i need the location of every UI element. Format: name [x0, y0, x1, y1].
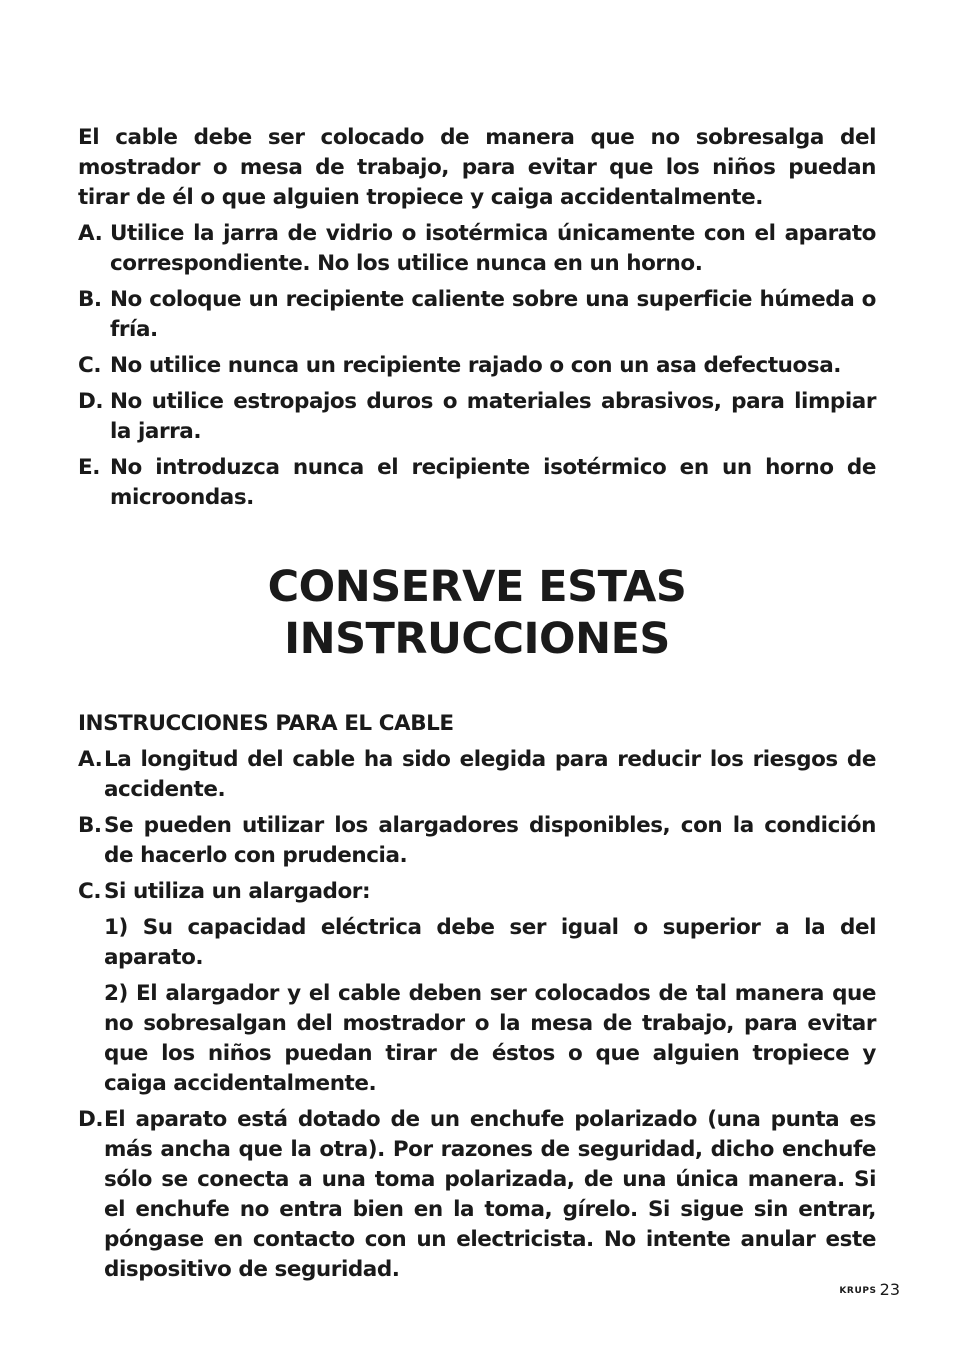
item-letter: C. — [78, 353, 102, 378]
page-footer — [839, 1280, 900, 1299]
list-item — [78, 285, 876, 345]
item-letter: C. — [78, 879, 102, 904]
item-text: La longitud del cable ha sido elegida para reducir los riesgos de accidente. — [104, 747, 876, 802]
item-letter: D. — [78, 1107, 104, 1132]
list-item — [78, 387, 876, 447]
list-item — [78, 219, 876, 279]
cable-list — [78, 745, 876, 1285]
item-letter: E. — [78, 455, 100, 480]
page-heading: CONSERVE ESTAS INSTRUCCIONES — [267, 562, 687, 664]
item-letter: D. — [78, 389, 104, 414]
item-text: Utilice la jarra de vidrio o isotérmica únicamente con el aparato correspondiente. No los utilice nunca en un horno. — [110, 221, 876, 276]
section-title: INSTRUCCIONES PARA EL CABLE — [78, 711, 454, 736]
list-item — [78, 453, 876, 513]
item-text: Se pueden utilizar los alargadores disponibles, con la condición de hacerlo con prudencia. — [104, 813, 876, 868]
list-item — [78, 351, 876, 381]
brand-logo: KRUPS — [839, 1286, 877, 1296]
page-number: 23 — [879, 1280, 900, 1299]
item-letter: B. — [78, 813, 102, 838]
item-text: No introduzca nunca el recipiente isotérmico en un horno de microondas. — [110, 455, 876, 510]
item-letter: A. — [78, 747, 103, 772]
page-content — [78, 123, 876, 1285]
list-item — [78, 811, 876, 871]
cable-instructions-section — [78, 709, 876, 1285]
item-text: No utilice nunca un recipiente rajado o con un asa defectuosa. — [110, 353, 841, 378]
item-letter: A. — [78, 221, 103, 246]
sub-item: 2) El alargador y el cable deben ser colocados de tal manera que no sobresalgan del mostrador o la mesa de trabajo, para evitar que los niños puedan tirar de éstos o que alguien tropiece y caiga accidentalmente. — [104, 981, 876, 1096]
sub-item: 1) Su capacidad eléctrica debe ser igual o superior a la del aparato. — [104, 915, 876, 970]
item-text: No utilice estropajos duros o materiales abrasivos, para limpiar la jarra. — [110, 389, 876, 444]
intro-paragraph: El cable debe ser colocado de manera que no sobresalga del mostrador o mesa de trabajo, para evitar que los niños puedan tirar de él o que alguien tropiece y caiga accidentalmente. — [78, 125, 876, 210]
list-item — [78, 877, 876, 907]
item-letter: B. — [78, 287, 102, 312]
item-text: El aparato está dotado de un enchufe polarizado (una punta es más ancha que la otra). Por razones de seguridad, dicho enchufe sólo se conecta a una toma polarizada, de una única manera. Si el enchufe no entra bien en la toma, gírelo. Si sigue sin entrar, póngase en contacto con un electricista. No intente anular este dispositivo de seguridad. — [104, 1107, 876, 1282]
list-item — [78, 745, 876, 805]
warning-list — [78, 219, 876, 513]
list-item — [78, 1105, 876, 1285]
item-text: No coloque un recipiente caliente sobre una superficie húmeda o fría. — [110, 287, 876, 342]
item-text: Si utiliza un alargador: — [104, 879, 371, 904]
